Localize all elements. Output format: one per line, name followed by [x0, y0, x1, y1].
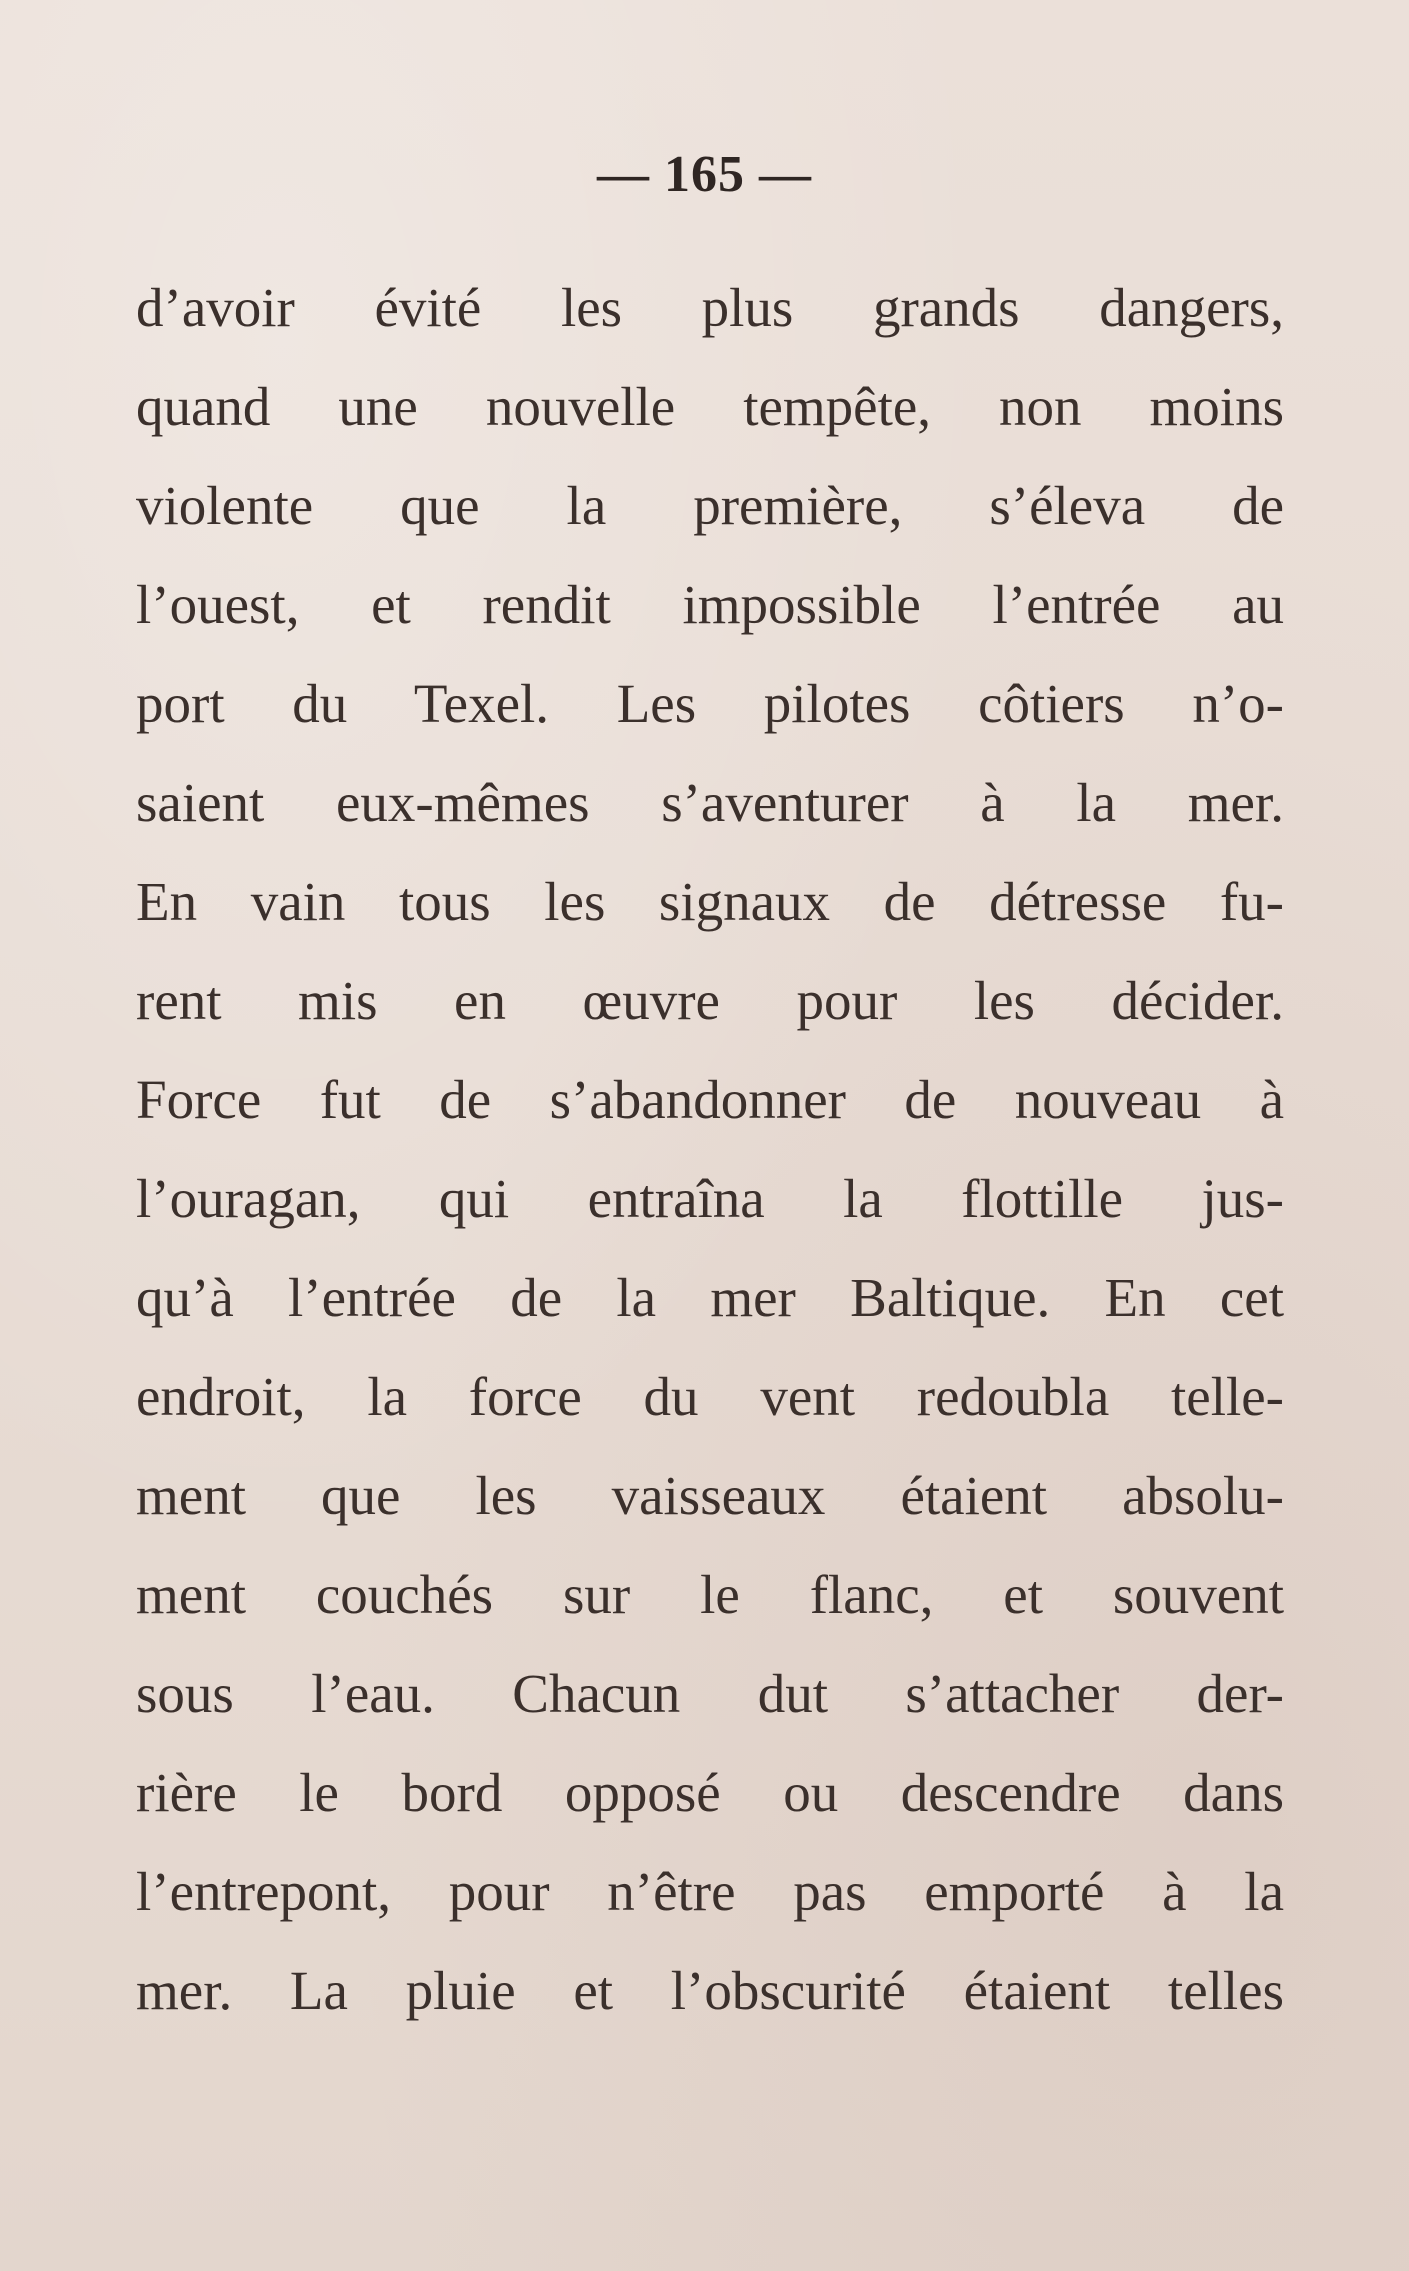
text-line: l’ouragan, qui entraîna la flottille jus- — [136, 1168, 1284, 1229]
text-line: ment que les vaisseaux étaient absolu- — [136, 1465, 1284, 1526]
text-line: rière le bord opposé ou descendre dans — [136, 1762, 1284, 1823]
text-line: sous l’eau. Chacun dut s’attacher der- — [136, 1663, 1284, 1724]
page-number: — 165 — — [597, 146, 812, 203]
text-line: quand une nouvelle tempête, non moins — [136, 376, 1284, 437]
text-line: En vain tous les signaux de détresse fu- — [136, 871, 1284, 932]
text-line: saient eux-mêmes s’aventurer à la mer. — [136, 772, 1284, 833]
text-line: l’ouest, et rendit impossible l’entrée au — [136, 574, 1284, 635]
text-line: l’entrepont, pour n’être pas emporté à la — [136, 1861, 1284, 1922]
text-line: qu’à l’entrée de la mer Baltique. En cet — [136, 1267, 1284, 1328]
text-line: port du Texel. Les pilotes côtiers n’o- — [136, 673, 1284, 734]
text-line: violente que la première, s’éleva de — [136, 475, 1284, 536]
text-line: d’avoir évité les plus grands dangers, — [136, 277, 1284, 338]
text-line: mer. La pluie et l’obscurité étaient telles — [136, 1960, 1284, 2021]
text-line: endroit, la force du vent redoubla telle- — [136, 1366, 1284, 1427]
text-line: rent mis en œuvre pour les décider. — [136, 970, 1284, 1031]
body-text — [136, 258, 1284, 2040]
text-line: Force fut de s’abandonner de nouveau à — [136, 1069, 1284, 1130]
text-line: ment couchés sur le flanc, et souvent — [136, 1564, 1284, 1625]
